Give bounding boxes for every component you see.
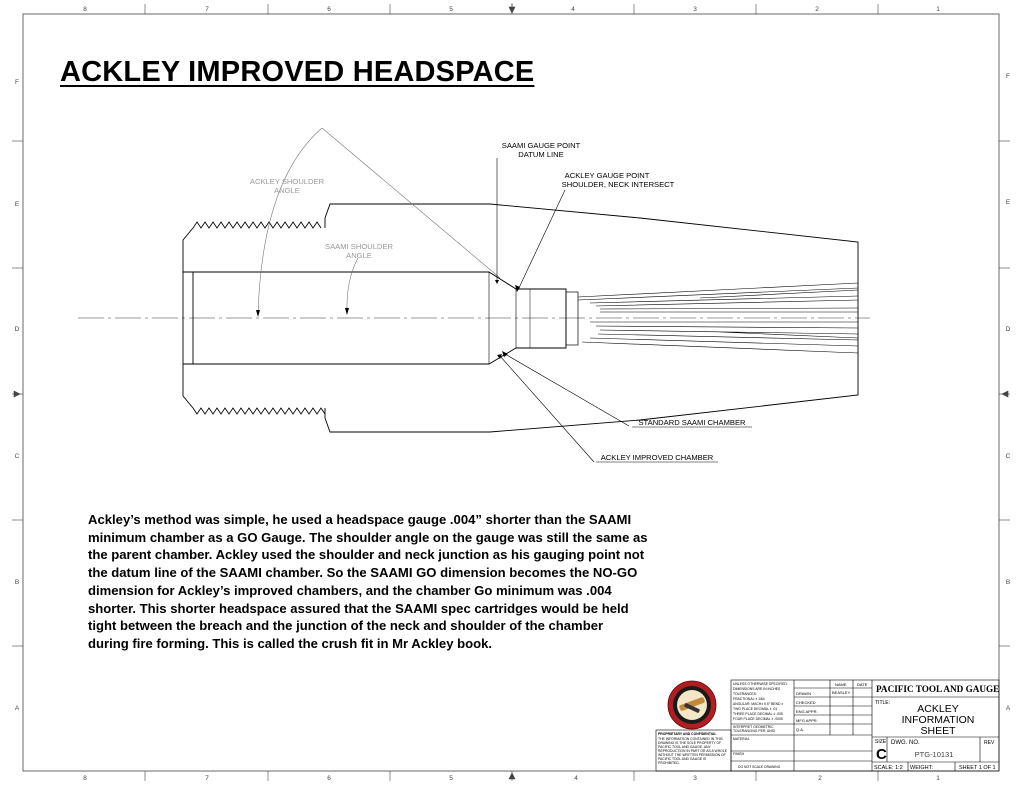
standard-chamber-label: STANDARD SAAMI CHAMBER bbox=[638, 418, 746, 427]
row-label-right: C bbox=[1005, 453, 1011, 460]
company-name: PACIFIC TOOL AND GAUGE bbox=[876, 684, 1000, 694]
name-header: NAME bbox=[835, 682, 847, 687]
tolerance-note: FRACTIONAL ± 1/64 bbox=[733, 697, 765, 701]
column-label-top: 6 bbox=[327, 6, 331, 13]
proprietary-text: WITHOUT THE WRITTEN PERMISSION OF bbox=[658, 753, 726, 757]
saami-gauge-point-label: DATUM LINE bbox=[518, 150, 564, 159]
arrowhead bbox=[256, 310, 260, 317]
company-logo bbox=[668, 681, 716, 729]
row-label-right: F bbox=[1006, 73, 1010, 80]
qa-label: Q.A. bbox=[796, 727, 805, 732]
column-label-bottom: 6 bbox=[327, 775, 331, 782]
weight-label: WEIGHT: bbox=[910, 765, 933, 771]
column-label-bottom: 4 bbox=[574, 775, 578, 782]
standard-chamber-leader bbox=[505, 354, 629, 426]
column-label-bottom: 2 bbox=[818, 775, 822, 782]
column-label-bottom: 3 bbox=[693, 775, 697, 782]
row-label-right: B bbox=[1005, 579, 1011, 586]
tolerance-note: FOUR PLACE DECIMAL ± .0005 bbox=[733, 717, 783, 721]
description-line: during fire forming. This is called the crush fit in Mr Ackley book. bbox=[88, 635, 493, 651]
tolerance-note: ANGULAR: MACH± 0.5° BEND ± bbox=[733, 702, 784, 706]
arrowhead bbox=[345, 308, 349, 315]
tolerance-note: DIMENSIONS ARE IN INCHES bbox=[733, 687, 781, 691]
checked-label: CHECKED bbox=[796, 700, 816, 705]
proprietary-text: REPRODUCTION IN PART OR AS A WHOLE bbox=[658, 749, 727, 753]
ackley-shoulder-angle-label: ACKLEY SHOULDER bbox=[249, 177, 325, 186]
ackley-shoulder-angle-label: ANGLE bbox=[274, 186, 300, 195]
proprietary-text: DRAWING IS THE SOLE PROPERTY OF bbox=[658, 741, 722, 745]
column-label-top: 5 bbox=[449, 6, 453, 13]
mfg-appr-label: MFG APPR. bbox=[796, 718, 818, 723]
tolerance-note: TOLERANCES: bbox=[733, 692, 757, 696]
row-label-left: D bbox=[14, 326, 20, 333]
finish-label: FINISH bbox=[733, 752, 745, 756]
column-label-bottom: 8 bbox=[83, 775, 87, 782]
proprietary-text: PROHIBITED. bbox=[658, 761, 680, 765]
tolerance-note: THREE PLACE DECIMAL ± .005 bbox=[733, 712, 783, 716]
date-header: DATE bbox=[857, 682, 868, 687]
centering-marks bbox=[14, 3, 1011, 779]
drawn-label: DRAWN bbox=[796, 691, 811, 696]
sheet-frame bbox=[23, 14, 999, 771]
dwg-no-value: PTG-10131 bbox=[914, 750, 954, 759]
drawn-name: BEASLEY bbox=[832, 690, 851, 695]
row-label-left: B bbox=[14, 579, 20, 586]
improved-chamber-label: ACKLEY IMPROVED CHAMBER bbox=[600, 453, 714, 462]
description-line: the parent chamber. Ackley used the shoulder and neck junction as his gauging point not bbox=[88, 547, 645, 563]
description-line: Ackley’s method was simple, he used a headspace gauge .004” shorter than the SAAMI bbox=[88, 512, 632, 527]
ackley-gauge-point-label: ACKLEY GAUGE POINT bbox=[564, 171, 650, 180]
do-not-scale-note: DO NOT SCALE DRAWING bbox=[738, 765, 781, 769]
row-label-right: E bbox=[1005, 199, 1011, 206]
title-label: TITLE: bbox=[875, 700, 891, 706]
column-label-top: 2 bbox=[815, 6, 819, 13]
saami-shoulder-angle-label: ANGLE bbox=[346, 251, 372, 260]
sheet-title-line: INFORMATION bbox=[901, 714, 975, 726]
column-label-bottom: 1 bbox=[936, 775, 940, 782]
thread-top bbox=[193, 222, 321, 228]
column-label-bottom: 5 bbox=[449, 775, 453, 782]
row-label-left: A bbox=[14, 705, 20, 712]
scale-value: SCALE: 1:2 bbox=[874, 765, 903, 771]
row-label-right: A bbox=[1005, 705, 1011, 712]
improved-chamber-leader bbox=[500, 356, 594, 462]
eng-appr-label: ENG APPR. bbox=[796, 709, 818, 714]
sheet-title-line: SHEET bbox=[920, 725, 956, 737]
interpret-note: TOLERANCING PER: ANSI bbox=[733, 729, 775, 733]
description-line: minimum chamber as a GO Gauge. The shoulder angle on the gauge was still the same as bbox=[88, 529, 648, 545]
description-line: tight between the breach and the junction of the neck and shoulder of the chamber bbox=[88, 618, 604, 634]
ackley-angle-arc bbox=[258, 128, 322, 315]
tolerance-note: UNLESS OTHERWISE SPECIFIED: bbox=[733, 682, 788, 686]
thread-bottom bbox=[193, 408, 325, 414]
proprietary-text: PACIFIC TOOL AND GAUGE. ANY bbox=[658, 745, 711, 749]
row-label-right: D bbox=[1005, 326, 1011, 333]
sheet-count: SHEET 1 OF 1 bbox=[959, 765, 996, 771]
proprietary-text: THE INFORMATION CONTAINED IN THIS bbox=[658, 737, 723, 741]
description-line: dimension for Ackley’s improved chambers, and the chamber Go minimum was .004 bbox=[88, 582, 612, 598]
column-label-top: 4 bbox=[571, 6, 575, 13]
saami-shoulder-angle-label: SAAMI SHOULDER bbox=[325, 242, 393, 251]
dwg-no-label: DWG. NO. bbox=[891, 740, 920, 746]
saami-angle-arc bbox=[347, 258, 358, 313]
column-label-top: 7 bbox=[205, 6, 209, 13]
size-value: C bbox=[876, 746, 887, 763]
description-paragraph bbox=[88, 511, 688, 653]
column-label-top: 1 bbox=[936, 6, 940, 13]
ackley-point-leader bbox=[518, 190, 565, 290]
size-label: SIZE bbox=[875, 739, 887, 745]
rev-label: REV bbox=[984, 740, 995, 746]
row-label-left: F bbox=[15, 79, 19, 86]
column-label-bottom: 7 bbox=[205, 775, 209, 782]
row-label-left: C bbox=[14, 453, 20, 460]
gauge-drawing bbox=[78, 204, 870, 432]
arrowhead bbox=[495, 280, 499, 284]
saami-gauge-point-label: SAAMI GAUGE POINT bbox=[501, 141, 581, 150]
description-line: the datum line of the SAAMI chamber. So the SAAMI GO dimension becomes the NO-GO bbox=[88, 565, 638, 581]
sheet-title-line: ACKLEY bbox=[917, 703, 959, 715]
material-label: MATERIAL bbox=[733, 737, 750, 741]
page-title: ACKLEY IMPROVED HEADSPACE bbox=[60, 56, 535, 88]
ackley-gauge-point-label: SHOULDER, NECK INTERSECT bbox=[561, 180, 675, 189]
proprietary-text: PACIFIC TOOL AND GAUGE IS bbox=[658, 757, 707, 761]
column-label-top: 3 bbox=[693, 6, 697, 13]
row-label-left: E bbox=[14, 201, 20, 208]
zone-ticks bbox=[12, 4, 1010, 781]
column-label-top: 8 bbox=[83, 6, 87, 13]
description-line: shorter. This shorter headspace assured that the SAAMI spec cartridges would be held bbox=[88, 600, 629, 616]
interpret-note: INTERPRET GEOMETRIC bbox=[733, 725, 774, 729]
tolerance-note: TWO PLACE DECIMAL ± .01 bbox=[733, 707, 778, 711]
reamer-shank bbox=[566, 292, 578, 345]
proprietary-title: PROPRIETARY AND CONFIDENTIAL bbox=[658, 732, 717, 736]
